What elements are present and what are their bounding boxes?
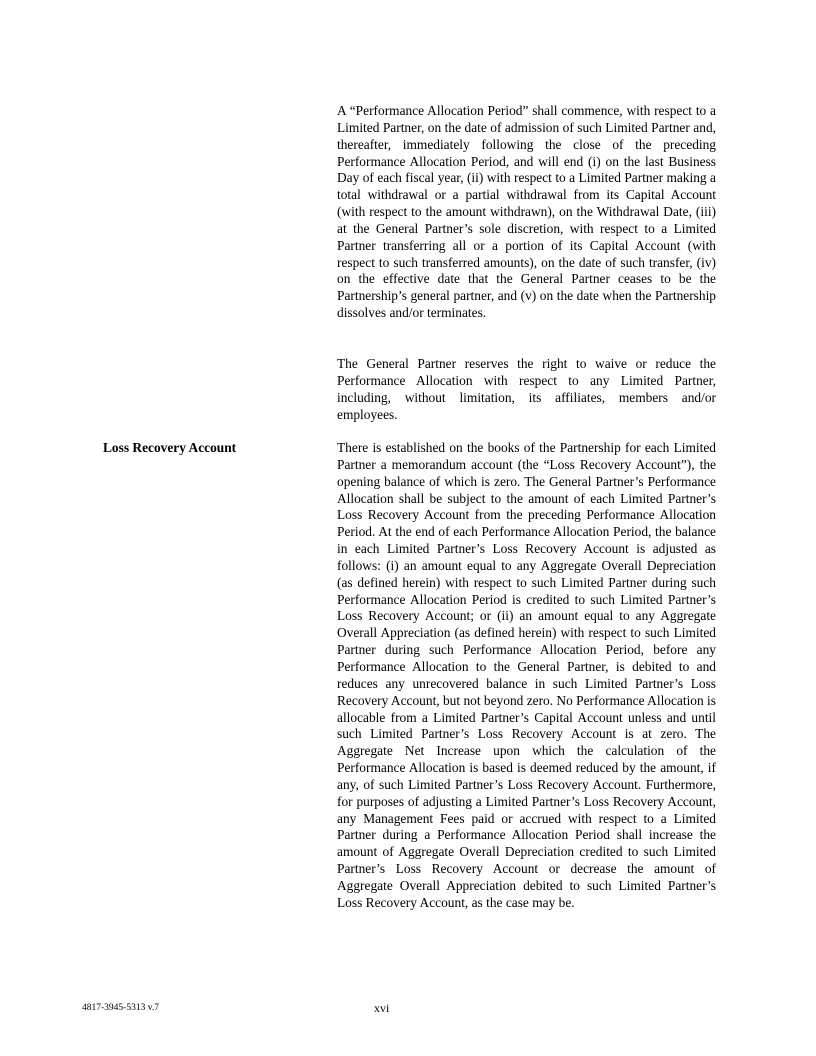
footer-page-number: xvi (374, 1001, 390, 1015)
paragraph-text: A “Performance Allocation Period” shall commence, with respect to a Limited Partner, on the date of admission of such Limited Partner and, thereafter, immediately following the close of the preceding Performance Allocation Period, and will end (i) on the last Business Day of each fiscal year, (ii) with respect to a Limited Partner making a total withdrawal or a partial withdrawal from its Capital Account (with respect to the amount withdrawn), on the Withdrawal Date, (iii) at the General Partner’s sole discretion, with respect to a Limited Partner transferring all or a portion of its Capital Account (with respect to such transferred amounts), on the date of such transfer, (iv) on the effective date that the General Partner ceases to be the Partnership’s general partner, and (v) on the date when the Partnership dissolves and/or terminates. (337, 103, 716, 321)
loss-recovery-account-paragraph (337, 440, 716, 912)
footer-document-id: 4817-3945-5313 v.7 (82, 1003, 159, 1013)
performance-allocation-period-paragraph (337, 103, 716, 322)
paragraph-text: The General Partner reserves the right to waive or reduce the Performance Allocation with respect to any Limited Partner, including, without limitation, its affiliates, members and/or employees. (337, 356, 716, 422)
waiver-paragraph (337, 356, 716, 423)
paragraph-text: There is established on the books of the Partnership for each Limited Partner a memorandum account (the “Loss Recovery Account”), the opening balance of which is zero. The General Partner’s Performance Allocation shall be subject to the amount of each Limited Partner’s Loss Recovery Account from the preceding Performance Allocation Period. At the end of each Performance Allocation Period, the balance in each Limited Partner’s Loss Recovery Account is adjusted as follows: (i) an amount equal to any Aggregate Overall Depreciation (as defined herein) with respect to such Limited Partner during such Performance Allocation Period is credited to such Limited Partner’s Loss Recovery Account; or (ii) an amount equal to any Aggregate Overall Appreciation (as defined herein) with respect to such Limited Partner during such Performance Allocation Period, before any Performance Allocation to the General Partner, is debited to and reduces any unrecovered balance in such Limited Partner’s Loss Recovery Account, but not beyond zero. No Performance Allocation is allocable from a Limited Partner’s Capital Account unless and until such Limited Partner’s Loss Recovery Account is at zero. The Aggregate Net Increase upon which the calculation of the Performance Allocation is based is deemed reduced by the amount, if any, of such Limited Partner’s Loss Recovery Account. Furthermore, for purposes of adjusting a Limited Partner’s Loss Recovery Account, any Management Fees paid or accrued with respect to a Limited Partner during a Performance Allocation Period shall increase the amount of Aggregate Overall Depreciation credited to such Limited Partner’s Loss Recovery Account or decrease the amount of Aggregate Overall Appreciation debited to such Limited Partner’s Loss Recovery Account, as the case may be. (337, 440, 716, 910)
section-heading: Loss Recovery Account (103, 440, 237, 455)
